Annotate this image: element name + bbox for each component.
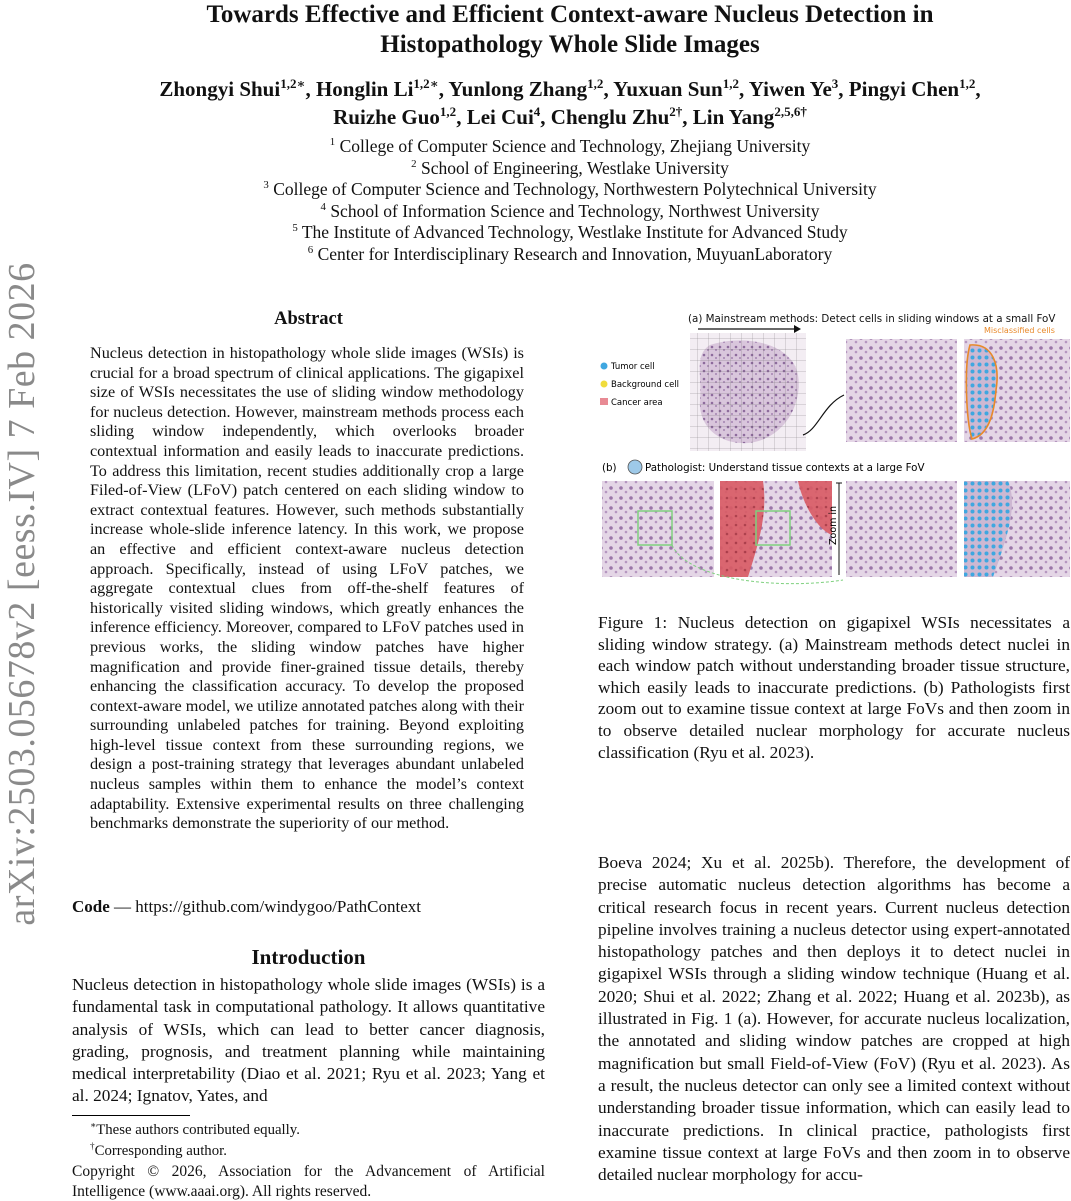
misclassified-label: Misclassified cells (984, 326, 1055, 335)
abstract-body: Nucleus detection in histopathology whole slide images (WSIs) is crucial for a broad spectrum of clinical applications. The gigapixel size of WSIs necessitates the use of sliding window methodology for nucleus detection. However, mainstream methods process each sliding window independently, which overlooks broader contextual information and easily leads to inaccurate predictions. To address this limitation, recent studies additionally crop a large Filed-of-View (LFoV) patch centered on each sliding window to extract contextual features. However, such methods substantially increase whole-slide inference latency. In this work, we propose an effective and efficient context-aware nucleus detection approach. Specifically, instead of using LFoV patches, we aggregate contextual clues from off-the-shelf features of historically visited sliding windows, which greatly enhances the inference efficiency. Moreover, compared to LFoV patches used in previous works, the sliding window patches have higher magnification and provide finer-grained tissue details, thereby enhancing the classification accuracy. To develop the proposed context-aware model, we utilize annotated patches along with their surrounding unlabeled patches for training. Beyond exploiting high-level tissue context from these surrounding regions, we design a post-training strategy that leverages abundant unlabeled nucleus samples within them to enhance the model’s context adaptability. Extensive experimental results on three challenging benchmarks demonstrate the superiority of our method. (90, 344, 524, 833)
code-line: Code — https://github.com/windygoo/PathContext (72, 897, 421, 916)
code-label: Code (72, 897, 110, 916)
title-line-1: Towards Effective and Efficient Context-aware Nucleus Detection in (206, 1, 934, 28)
code-link[interactable]: https://github.com/windygoo/PathContext (135, 897, 421, 916)
affiliation: $^3$ College of Computer Science and Technology, Northwestern Polytechnical University (263, 179, 877, 200)
right-column-body: Boeva 2024; Xu et al. 2025b). Therefore, the development of precise automatic nucleus detection algorithms has become a critical research focus in recent years. Current nucleus detection pipeline involves training a nucleus detector using expert-annotated histopathology patches and then deploys it to detect nuclei in gigapixel WSIs through a sliding window technique (Huang et al. 2020; Shui et al. 2022; Zhang et al. 2022; Huang et al. 2023b), as illustrated in Fig. 1 (a). However, for accurate nucleus localization, the annotated and sliding window patches are cropped at high magnification but small Field-of-View (FoV) (Ryu et al. 2023). As a result, the nucleus detector can only see a limited context without understanding broader tissue information, which can easily lead to inaccurate predictions. In clinical practice, pathologists first examine tissue context at large FoVs and then zoom in to observe detailed nuclear morphology for accu- (598, 853, 1070, 1185)
footnote-corresponding: †Corresponding author. (90, 1141, 227, 1159)
footnote-equal-contribution: ∗These authors contributed equally. (90, 1120, 300, 1138)
legend-tumor: Tumor cell (611, 362, 655, 372)
affiliation-list (80, 136, 1060, 266)
arxiv-identifier: arXiv:2503.05678v2 [eess.IV] 7 Feb 2026 (1, 262, 43, 926)
patch-a (846, 339, 957, 442)
zoom-in-label: Zoom in (828, 505, 839, 545)
author: Ruizhe Guo$^{1,2}$, (333, 104, 467, 129)
author-list (80, 75, 1060, 131)
affiliation: $^5$ The Institute of Advanced Technology, Westlake Institute for Advanced Study (292, 222, 848, 243)
zoomed-patch (846, 481, 957, 577)
fov-arrowhead (794, 325, 801, 333)
footnotes (90, 1120, 550, 1162)
affiliation: $^6$ Center for Interdisciplinary Research and Innovation, MuyuanLaboratory (307, 243, 833, 264)
author: Lei Cui$^4$, (466, 104, 551, 129)
introduction-heading: Introduction (251, 945, 366, 969)
legend-background: Background cell (611, 380, 680, 390)
author: Chenglu Zhu$^{2\dagger}$, (550, 104, 693, 129)
background-legend-icon (601, 381, 608, 388)
tumor-legend-icon (601, 363, 608, 370)
author: Yiwen Ye$^3$, (748, 76, 849, 101)
author: Pingyi Chen$^{1,2}$, (848, 76, 981, 101)
abstract-heading: Abstract (274, 309, 343, 329)
sliding-window-grid (690, 333, 806, 451)
affiliation: $^4$ School of Information Science and Technology, Northwest University (320, 200, 820, 221)
pathologist-icon (628, 460, 642, 474)
connector-arrow-a (803, 395, 844, 435)
cancer-legend-icon (600, 398, 608, 405)
large-fov-patch (602, 481, 714, 577)
legend-cancer: Cancer area (611, 398, 663, 408)
author: Lin Yang$^{2,5,6\dagger}$ (692, 104, 807, 129)
figure-caption: Figure 1: Nucleus detection on gigapixel WSIs necessitates a sliding window strategy. (a) Mainstream methods detect nuclei in each window patch without understanding broader tissue structure, which easily leads to inaccurate predictions. (b) Pathologists first zoom out to examine tissue context at large FoVs and then zoom in to observe detailed nuclear morphology for accurate nucleus classification (Ryu et al. 2023). (598, 613, 1070, 762)
author: Yunlong Zhang$^{1,2}$, (448, 76, 614, 101)
affiliation: $^1$ College of Computer Science and Technology, Zhejiang University (329, 136, 811, 156)
figure-label-a: (a) Mainstream methods: Detect cells in sliding windows at a small FoV (688, 313, 1056, 325)
figure-label-b-prefix: (b) (602, 462, 617, 474)
author: Honglin $Li^{1,2∗}$, (315, 76, 449, 101)
figure-1 (598, 305, 1070, 590)
author: Yuxuan Sun$^{1,2}$, (613, 76, 749, 101)
copyright-notice: Copyright © 2026, Association for the Advancement of Artificial Intelligence (www.aaai.org). All rights reserved. (72, 1163, 545, 1200)
title-line-2: Histopathology Whole Slide Images (380, 31, 760, 58)
figure-label-b: Pathologist: Understand tissue contexts at a large FoV (645, 462, 925, 474)
footnote-rule (72, 1115, 190, 1116)
paper-title (80, 0, 1060, 60)
affiliation: $^2$ School of Engineering, Westlake University (411, 157, 729, 178)
author: Zhongyi Shui$^{1,2∗}$, (159, 76, 316, 101)
introduction-body: Nucleus detection in histopathology whole slide images (WSIs) is a fundamental task in computational pathology. It allows quantitative analysis of WSIs, which can lead to better cancer diagnosis, grading, prognosis, and treatment planning while maintaining medical interpretability (Diao et al. 2021; Ryu et al. 2023; Yang et al. 2024; Ignatov, Yates, and (72, 975, 545, 1106)
